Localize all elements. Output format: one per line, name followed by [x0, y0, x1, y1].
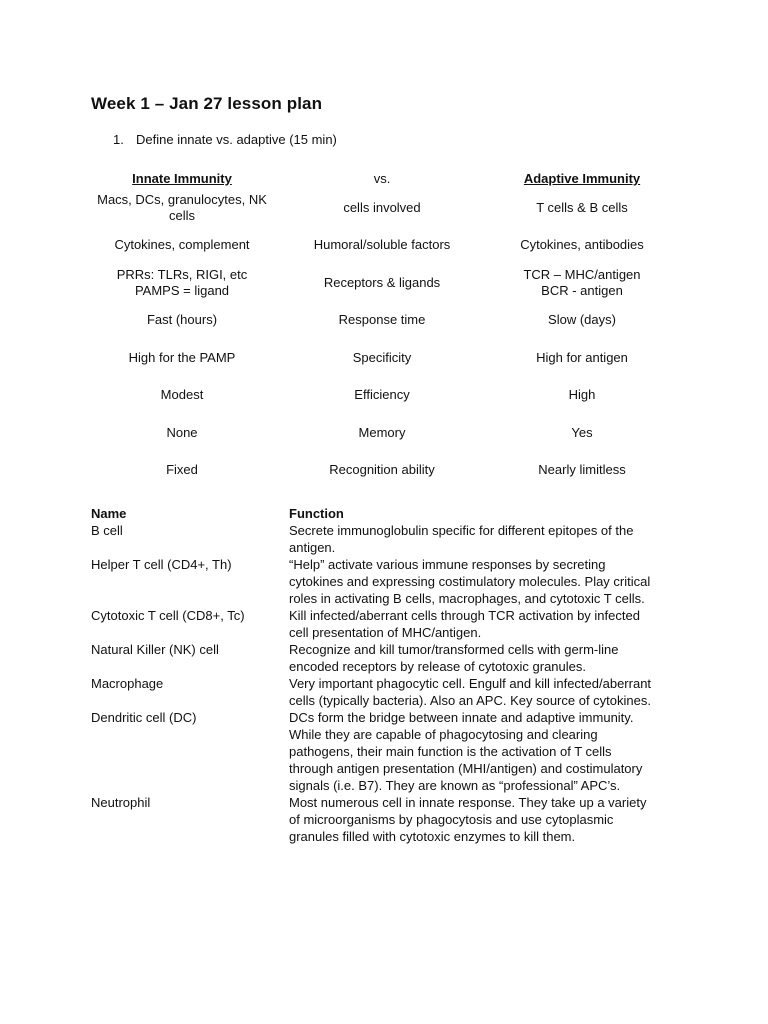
innate-line: Fast (hours): [146, 312, 218, 328]
function-text-line: pathogens, their main function is the activation of T cells: [289, 744, 612, 759]
function-row: [91, 709, 691, 794]
criterion-cell: Humoral/soluble factors: [313, 237, 451, 253]
adaptive-line: High for antigen: [536, 349, 628, 365]
comparison-row: [82, 189, 682, 227]
vs-header: vs.: [373, 171, 391, 186]
comparison-row: [82, 452, 682, 490]
step-text: Define innate vs. adaptive (15 min): [136, 132, 337, 147]
cell-type-name: Dendritic cell (DC): [91, 710, 197, 725]
criterion-cell: Memory: [358, 424, 406, 440]
adaptive-cell: [482, 302, 682, 340]
function-text-line: Recognize and kill tumor/transformed cells with germ-line: [289, 642, 619, 657]
function-table-body: [91, 522, 691, 845]
function-text-line: “Help” activate various immune responses by secreting: [289, 557, 606, 572]
adaptive-cell: [482, 189, 682, 227]
cell-type-name: Helper T cell (CD4+, Th): [91, 557, 232, 572]
adaptive-cell: [482, 414, 682, 452]
innate-header: Innate Immunity: [132, 171, 232, 186]
innate-cell: [82, 339, 282, 377]
innate-line: PAMPS = ligand: [134, 282, 230, 298]
cell-type-function: [289, 675, 689, 709]
criterion-cell: Response time: [338, 312, 426, 328]
comparison-row: [82, 302, 682, 340]
adaptive-line: TCR – MHC/antigen: [523, 266, 641, 282]
function-text-line: Kill infected/aberrant cells through TCR activation by infected: [289, 608, 640, 623]
function-text-line: While they are capable of phagocytosing and clearing: [289, 727, 598, 742]
page-title: Week 1 – Jan 27 lesson plan: [91, 94, 323, 113]
innate-line: None: [166, 424, 198, 440]
innate-cell: [82, 264, 282, 302]
comparison-row: [82, 339, 682, 377]
cell-type-name: B cell: [91, 523, 123, 538]
function-text-line: DCs form the bridge between innate and adaptive immunity.: [289, 710, 634, 725]
comparison-row: [82, 264, 682, 302]
adaptive-line: BCR - antigen: [541, 282, 623, 298]
innate-vs-adaptive-table: [82, 169, 682, 489]
cell-type-function: [289, 522, 689, 556]
function-text-line: cells (typically bacteria). Also an APC. Key source of cytokines.: [289, 693, 651, 708]
function-text-line: encoded receptors by release of cytotoxic granules.: [289, 659, 587, 674]
function-row: [91, 607, 691, 641]
function-text-line: cytokines and expressing costimulatory molecules. Play critical: [289, 574, 651, 589]
function-text-line: through antigen presentation (MHI/antigen) and costimulatory: [289, 761, 643, 776]
adaptive-cell: [482, 227, 682, 265]
function-text-line: cell presentation of MHC/antigen.: [289, 625, 482, 640]
cell-function-table: [91, 505, 691, 845]
criterion-cell: Receptors & ligands: [323, 274, 441, 290]
innate-line: Macs, DCs, granulocytes, NK: [97, 191, 267, 207]
adaptive-header: Adaptive Immunity: [523, 171, 641, 186]
name-column-header: Name: [91, 506, 127, 521]
adaptive-cell: [482, 264, 682, 302]
function-row: [91, 556, 691, 607]
lesson-step: [113, 132, 337, 147]
innate-line: High for the PAMP: [128, 349, 236, 365]
adaptive-line: Cytokines, antibodies: [520, 237, 644, 253]
function-header-row: [91, 505, 691, 522]
innate-cell: [82, 227, 282, 265]
comparison-row: [82, 377, 682, 415]
function-text-line: of microorganisms by phagocytosis and use cytoplasmic: [289, 812, 614, 827]
adaptive-cell: [482, 339, 682, 377]
cell-type-name: Neutrophil: [91, 795, 151, 810]
criterion-cell: Specificity: [352, 349, 412, 365]
cell-type-name: Macrophage: [91, 676, 164, 691]
function-text-line: antigen.: [289, 540, 336, 555]
function-text-line: roles in activating B cells, macrophages, and cytotoxic T cells.: [289, 591, 645, 606]
adaptive-line: Slow (days): [548, 312, 616, 328]
function-text-line: signals (i.e. B7). They are known as “professional” APC’s.: [289, 778, 621, 793]
cell-type-name: Natural Killer (NK) cell: [91, 642, 219, 657]
cell-type-function: [289, 607, 689, 641]
cell-type-function: [289, 709, 689, 794]
adaptive-line: High: [568, 387, 596, 403]
step-number: 1.: [113, 132, 124, 147]
comparison-header-row: [82, 169, 682, 189]
innate-cell: [82, 189, 282, 227]
innate-cell: [82, 302, 282, 340]
function-column-header: Function: [289, 506, 344, 521]
cell-type-function: [289, 794, 689, 845]
cell-type-function: [289, 641, 689, 675]
innate-line: cells: [168, 207, 195, 223]
function-text-line: Very important phagocytic cell. Engulf and kill infected/aberrant: [289, 676, 652, 691]
adaptive-line: Yes: [571, 424, 593, 440]
criterion-cell: cells involved: [343, 199, 421, 215]
adaptive-line: Nearly limitless: [538, 462, 626, 478]
innate-line: Modest: [160, 387, 204, 403]
function-row: [91, 641, 691, 675]
criterion-cell: Efficiency: [354, 387, 410, 403]
cell-type-name: Cytotoxic T cell (CD8+, Tc): [91, 608, 245, 623]
cell-type-function: [289, 556, 689, 607]
comparison-row: [82, 227, 682, 265]
adaptive-cell: [482, 452, 682, 490]
adaptive-line: T cells & B cells: [536, 199, 628, 215]
innate-cell: [82, 452, 282, 490]
function-text-line: Secrete immunoglobulin specific for different epitopes of the: [289, 523, 634, 538]
function-row: [91, 794, 691, 845]
function-text-line: Most numerous cell in innate response. They take up a variety: [289, 795, 647, 810]
innate-cell: [82, 414, 282, 452]
adaptive-cell: [482, 377, 682, 415]
function-row: [91, 522, 691, 556]
function-text-line: granules filled with cytotoxic enzymes to kill them.: [289, 829, 576, 844]
innate-line: Fixed: [166, 462, 198, 478]
comparison-row: [82, 414, 682, 452]
innate-line: Cytokines, complement: [114, 237, 250, 253]
criterion-cell: Recognition ability: [329, 462, 435, 478]
function-row: [91, 675, 691, 709]
innate-line: PRRs: TLRs, RIGI, etc: [116, 266, 248, 282]
innate-cell: [82, 377, 282, 415]
